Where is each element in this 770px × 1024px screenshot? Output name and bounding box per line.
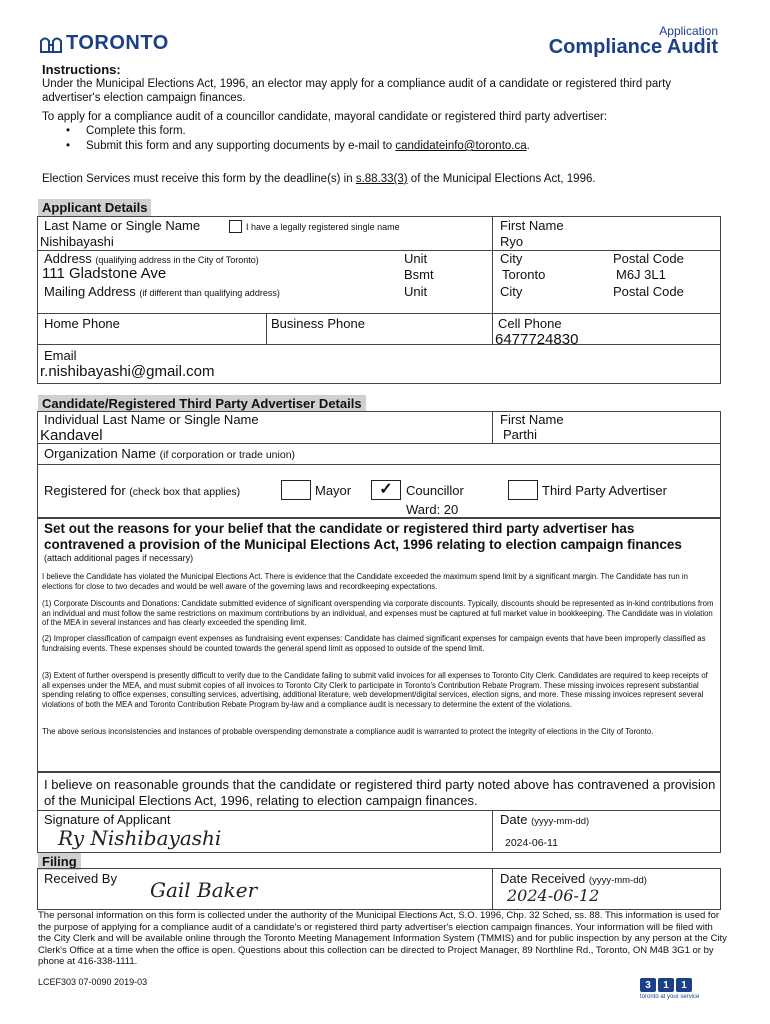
badge-tagline: toronto at your service xyxy=(640,994,700,1000)
badge-digit-2: 1 xyxy=(658,978,674,992)
organization-hint: (if corporation or trade union) xyxy=(159,449,296,461)
postal-code-label: Postal Code xyxy=(613,251,684,266)
signature-date-label: Date xyxy=(500,812,528,827)
belief-statement: I believe on reasonable grounds that the candidate or registered third party noted above has contravened a provision of the Municipal Elections Act, 1996, relating to election campaign finances. xyxy=(44,777,716,808)
applicant-first-name-value: Ryo xyxy=(500,234,524,249)
councillor-checkbox[interactable]: ✓ xyxy=(371,480,401,500)
legal-single-name-checkbox[interactable] xyxy=(229,220,242,233)
date-received-label: Date Received xyxy=(500,871,586,886)
form-title: Compliance Audit xyxy=(548,36,718,58)
candidate-first-name-value: Parthi xyxy=(503,427,537,442)
candidate-first-name-label: First Name xyxy=(500,412,564,427)
applicant-last-name-label: Last Name or Single Name xyxy=(44,218,201,233)
third-party-advertiser-label: Third Party Advertiser xyxy=(542,483,667,498)
cell-phone-value: 6477724830 xyxy=(495,331,579,348)
candidate-last-name-label: Individual Last Name or Single Name xyxy=(44,412,259,427)
instructions-bullet1: • Complete this form. xyxy=(66,125,186,137)
home-phone-label: Home Phone xyxy=(44,316,120,331)
bullet2-suffix: . xyxy=(526,140,530,152)
privacy-notice: The personal information on this form is collected under the authority of the Municipal Elections Act, S.O. 1996, Chp. 32 Sched, ss. 88. This information is used for the purpose of applying for a compliance audit of a candidate's or registered third party advertiser's election campaign finances. Your information will be filed with the City Clerk and will be available online through the Toronto Meeting Management Information System (TMMIS) and for public inspection by any person at the City Clerk's Office at a time when the office is open. Questions about this collection can be directed to Project Manager, 89 Northline Rd., Toronto, ON M4B 3G1 or by phone at 416-338-1111. xyxy=(38,910,727,967)
deadline-prefix: Election Services must receive this form by the deadline(s) in xyxy=(42,173,356,185)
councillor-label: Councillor xyxy=(406,483,464,498)
date-received-row xyxy=(500,871,647,886)
third-party-advertiser-checkbox[interactable] xyxy=(508,480,538,500)
email-value: r.nishibayashi@gmail.com xyxy=(40,363,215,380)
applicant-signature: Ry Nishibayashi xyxy=(58,826,222,850)
logo-text: TORONTO xyxy=(66,32,169,54)
applicant-section-heading: Applicant Details xyxy=(38,199,151,216)
signature-label: Signature of Applicant xyxy=(44,812,171,827)
unit-value: Bsmt xyxy=(404,267,434,282)
legal-single-name-label: I have a legally registered single name xyxy=(246,222,400,232)
form-code: LCEF303 07-0090 2019-03 xyxy=(38,977,148,987)
reasons-hint: (attach additional pages if necessary) xyxy=(44,553,194,563)
reasons-paragraph-5: The above serious inconsistencies and instances of probable overspending demonstrate a compliance audit is warranted to protect the integrity of elections in the City of Toronto. xyxy=(42,727,654,736)
date-received-value: 2024-06-12 xyxy=(507,886,600,905)
address-label-row xyxy=(44,251,259,266)
mailing-postal-label: Postal Code xyxy=(613,284,684,299)
city-label: City xyxy=(500,251,523,266)
mailing-address-hint: (if different than qualifying address) xyxy=(139,288,280,298)
bullet1-text: Complete this form. xyxy=(86,125,186,137)
city-value: Toronto xyxy=(502,267,546,282)
registered-for-label: Registered for xyxy=(44,483,126,498)
date-received-hint: (yyyy-mm-dd) xyxy=(588,875,647,886)
bullet2-text: Submit this form and any supporting documents by e-mail to xyxy=(86,140,396,152)
badge-311 xyxy=(640,978,699,1000)
registered-for-hint: (check box that applies) xyxy=(129,486,241,498)
deadline-section-link[interactable]: s.88.33(3) xyxy=(355,173,408,185)
applicant-first-name-label: First Name xyxy=(500,218,564,233)
instructions-heading: Instructions: xyxy=(42,62,121,77)
deadline-text xyxy=(42,172,596,186)
badge-digit-1: 3 xyxy=(640,978,656,992)
deadline-suffix: of the Municipal Elections Act, 1996. xyxy=(407,173,596,185)
application-label: Application xyxy=(659,24,718,38)
mailing-address-row xyxy=(44,284,280,299)
address-hint: (qualifying address in the City of Toronto) xyxy=(95,255,259,265)
candidate-details-box xyxy=(37,411,721,519)
candidate-last-name-value: Kandavel xyxy=(40,427,103,444)
mailing-address-label: Mailing Address xyxy=(44,284,136,299)
toronto-logo xyxy=(40,32,169,55)
badge-digit-3: 1 xyxy=(676,978,692,992)
applicant-last-name-value: Nishibayashi xyxy=(40,234,114,249)
organization-label: Organization Name xyxy=(44,446,156,461)
instructions-para2: To apply for a compliance audit of a councillor candidate, mayoral candidate or registered third party advertiser: xyxy=(42,111,608,123)
reasons-paragraph-1: I believe the Candidate has violated the Municipal Elections Act. There is evidence that the Candidate exceeded the maximum spend limit by a significant margin. The Candidate has run in elections for close to two decades and would be well aware of the governing laws and recordkeeping expectations. xyxy=(42,572,688,591)
mayor-checkbox[interactable] xyxy=(281,480,311,500)
received-by-label: Received By xyxy=(44,871,117,886)
reasons-heading: Set out the reasons for your belief that the candidate or registered third party advertiser has contravened a provision of the Municipal Elections Act, 1996 relating to election campaign finances xyxy=(44,521,682,552)
address-value: 111 Gladstone Ave xyxy=(42,265,167,282)
applicant-details-box xyxy=(37,216,721,384)
reasons-paragraph-4: (3) Extent of further overspend is presently difficult to verify due to the Candidate failing to submit valid invoices for all expenses to Toronto City Clerk. Candidates are required to keep receipts of all expenses under the MEA, and must submit copies of all invoices to Toronto City Clerk to participate in Toronto's Contribution Rebate Program. These missing invoices represent substantial spending relating to office expenses, consulting services, advertising, additional literature, web development/digital services, election signs, and more. These missing invoices represent several violations of both the MEA and Toronto Contribution Rebate Program by-law and a compliance audit is necessary to determine the extent of the violations. xyxy=(42,671,708,709)
cell-phone-label: Cell Phone xyxy=(498,316,562,331)
business-phone-label: Business Phone xyxy=(271,316,365,331)
received-by-signature: Gail Baker xyxy=(150,878,258,902)
reasons-paragraph-3: (2) Improper classification of campaign event expenses as fundraising event expenses: Candidate has claimed significant expenses for campaign events that have been improperly classified as fundraising events. These expenses should be counted towards the general spend limit as opposed to outside of the spend limit. xyxy=(42,634,706,653)
email-link[interactable]: candidateinfo@toronto.ca xyxy=(395,140,527,152)
mailing-unit-label: Unit xyxy=(404,284,428,299)
organization-row xyxy=(44,446,295,461)
city-hall-icon xyxy=(40,35,62,53)
instructions-para1: Under the Municipal Elections Act, 1996, an elector may apply for a compliance audit of a candidate or registered third party advertiser's election campaign finances. xyxy=(42,78,672,104)
signature-date-value: 2024-06-11 xyxy=(505,837,558,849)
signature-date-row xyxy=(500,812,589,827)
email-label: Email xyxy=(44,348,77,363)
candidate-section-heading: Candidate/Registered Third Party Advertiser Details xyxy=(38,395,366,412)
signature-date-hint: (yyyy-mm-dd) xyxy=(531,816,590,827)
postal-code-value: M6J 3L1 xyxy=(616,267,666,282)
mayor-label: Mayor xyxy=(315,483,352,498)
instructions-bullet2: • Submit this form and any supporting documents by e-mail to candidateinfo@toronto.ca. xyxy=(66,140,530,152)
badge-311-digits xyxy=(640,978,699,992)
ward-text: Ward: 20 xyxy=(406,502,459,517)
registered-for-row xyxy=(44,483,240,498)
mailing-city-label: City xyxy=(500,284,523,299)
unit-label: Unit xyxy=(404,251,428,266)
filing-section-heading: Filing xyxy=(38,853,81,870)
reasons-paragraph-2: (1) Corporate Discounts and Donations: Candidate submitted evidence of significant overspending via corporate discounts. Typically, discounts should be represented as in-kind contributions from an individual and must follow the same restrictions on maximum contributions by an individual, and expenses must be captured at full market value in bookkeeping. The Candidate was in violation of the MEA in several instances and has clearly exceeded the spending limit. xyxy=(42,599,714,627)
address-label: Address xyxy=(44,251,92,266)
